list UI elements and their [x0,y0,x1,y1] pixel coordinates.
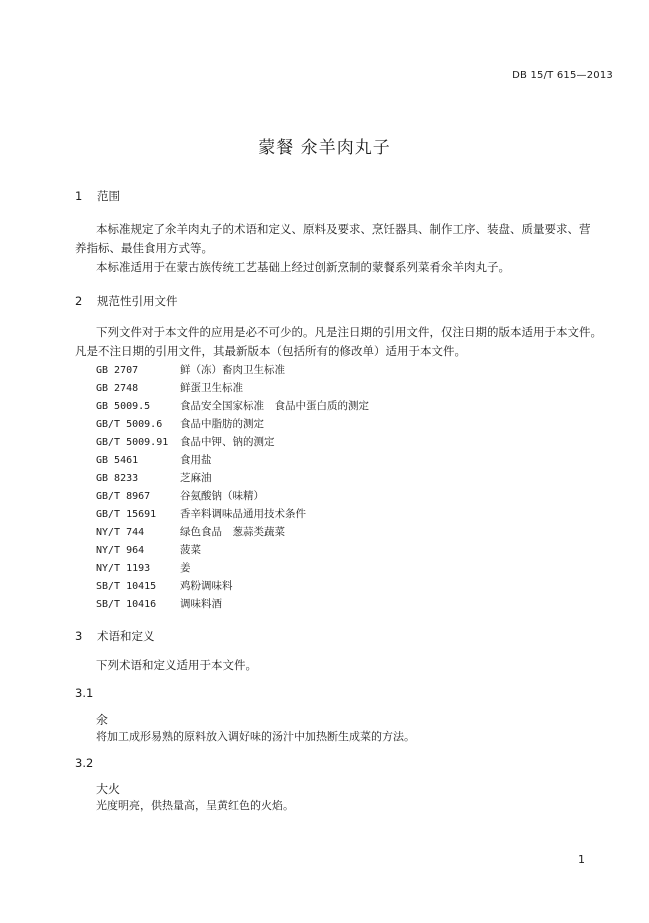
reference-item [96,488,264,503]
reference-name: 食品中钾、钠的测定 [180,436,275,448]
reference-code: GB 5461 [96,455,139,466]
reference-name: 菠菜 [180,544,201,556]
page-number: 1 [578,853,585,866]
reference-item [96,506,306,521]
reference-item [96,434,275,449]
term-definition: 光度明亮，供热量高，呈黄红色的火焰。 [96,799,294,812]
reference-item [96,362,285,377]
reference-name: 鸡粉调味料 [180,580,233,592]
reference-code: GB 5009.5 [96,401,151,412]
reference-code: SB/T 10416 [96,599,157,610]
reference-name: 食品安全国家标准 食品中蛋白质的测定 [180,400,369,412]
section-title: 术语和定义 [97,629,155,643]
term-name: 大火 [96,782,121,796]
section-number: 1 [75,189,83,203]
reference-code: NY/T 964 [96,545,145,556]
section-1-heading [75,188,120,204]
reference-code: NY/T 1193 [96,563,151,574]
reference-code: SB/T 10415 [96,581,157,592]
reference-item [96,470,212,485]
standard-number: DB 15/T 615—2013 [512,70,613,81]
reference-name: 调味料酒 [180,598,222,610]
reference-item [96,596,222,611]
document-title: 蒙餐 氽羊肉丸子 [258,138,391,158]
terms-intro: 下列术语和定义适用于本文件。 [96,658,257,672]
reference-name: 鲜蛋卫生标准 [180,382,243,394]
reference-item [96,560,191,575]
term-number: 3.1 [75,686,94,700]
reference-code: GB/T 5009.6 [96,419,163,430]
reference-name: 鲜（冻）畜肉卫生标准 [180,364,285,376]
term-number: 3.2 [75,756,94,770]
scope-paragraph-line-1: 本标准规定了氽羊肉丸子的术语和定义、原料及要求、烹饪器具、制作工序、装盘、质量要求、营 [96,222,591,236]
reference-item [96,524,285,539]
references-intro-line-1: 下列文件对于本文件的应用是必不可少的。凡是注日期的引用文件，仅注日期的版本适用于本文件。 [96,325,602,339]
reference-name: 芝麻油 [180,472,212,484]
reference-code: GB/T 15691 [96,509,157,520]
reference-name: 姜 [180,562,191,574]
reference-code: GB 8233 [96,473,139,484]
reference-code: GB 2748 [96,383,139,394]
reference-name: 谷氨酸钠（味精） [180,490,264,502]
reference-name: 食用盐 [180,454,212,466]
section-3-heading [75,628,155,644]
reference-item [96,542,201,557]
term-name: 氽 [96,713,109,727]
reference-code: GB/T 8967 [96,491,151,502]
reference-code: GB 2707 [96,365,139,376]
reference-item [96,416,264,431]
section-2-heading [75,293,178,309]
references-intro-line-2: 凡是不注日期的引用文件，其最新版本（包括所有的修改单）适用于本文件。 [75,344,466,358]
reference-item [96,578,233,593]
term-definition: 将加工成形易熟的原料放入调好味的汤汁中加热断生成菜的方法。 [96,730,415,743]
reference-name: 绿色食品 葱蒜类蔬菜 [180,526,285,538]
reference-item [96,452,212,467]
reference-name: 香辛料调味品通用技术条件 [180,508,306,520]
section-number: 3 [75,629,83,643]
section-number: 2 [75,294,83,308]
section-title: 范围 [97,189,120,203]
scope-paragraph-line-2: 养指标、最佳食用方式等。 [75,241,213,255]
reference-code: GB/T 5009.91 [96,437,169,448]
scope-paragraph-2: 本标准适用于在蒙古族传统工艺基础上经过创新烹制的蒙餐系列菜肴氽羊肉丸子。 [96,260,510,274]
reference-name: 食品中脂肪的测定 [180,418,264,430]
section-title: 规范性引用文件 [97,294,178,308]
reference-item [96,380,243,395]
reference-code: NY/T 744 [96,527,145,538]
reference-item [96,398,369,413]
